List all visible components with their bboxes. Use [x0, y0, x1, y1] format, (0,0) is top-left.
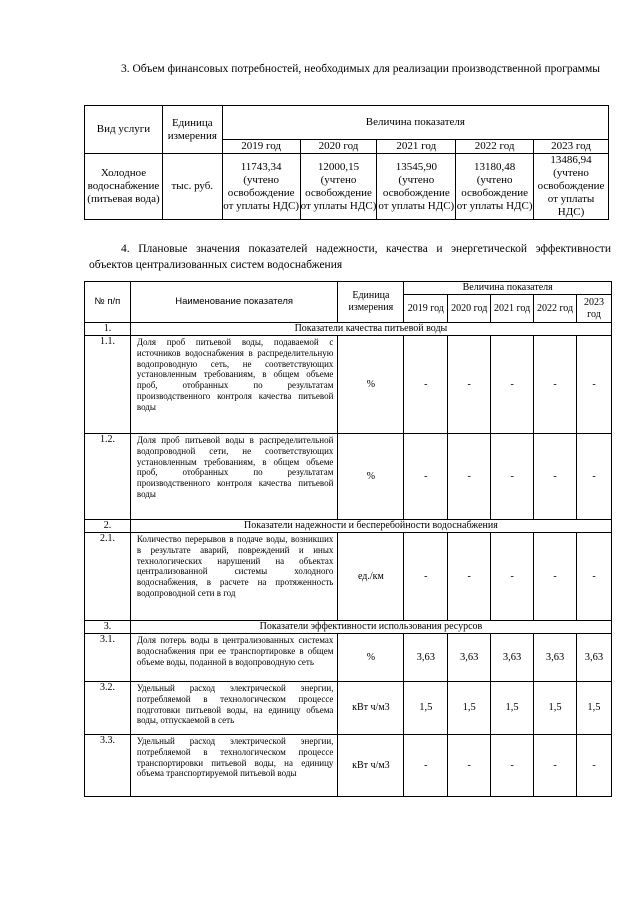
- section-row: [85, 323, 612, 336]
- row-value: -: [404, 533, 448, 621]
- section-row: [85, 520, 612, 533]
- row-num: 3.1.: [85, 634, 131, 682]
- header-unit: Единица измерения: [338, 282, 404, 323]
- row-name: Количество перерывов в подаче воды, возникших в результате аварий, повреждений и иных технологических нарушений на объектах централизованной системы холодного водоснабжения, в расчете на протяженность водопроводной сети в год: [130, 533, 338, 621]
- year-header: 2019 год: [404, 295, 448, 323]
- financial-needs-table: [84, 105, 609, 220]
- row-num: 3.2.: [85, 682, 131, 735]
- header-service: Вид услуги: [85, 106, 163, 154]
- row-name: Удельный расход электрической энергии, потребляемой в технологическом процессе транспортировки питьевой воды, на единицу объема транспортируемой питьевой воды: [130, 735, 338, 797]
- row-value: 3,63: [404, 634, 448, 682]
- year-header: 2023 год: [534, 140, 609, 154]
- row-value: 1,5: [448, 682, 491, 735]
- row-value: -: [448, 735, 491, 797]
- row-value: -: [491, 336, 534, 434]
- row-value: -: [491, 735, 534, 797]
- header-value: Величина показателя: [222, 106, 608, 140]
- value-cell: 13180,48 (учтено освобождение от уплаты НДС): [456, 154, 534, 220]
- year-header: 2022 год: [456, 140, 534, 154]
- section-title: Показатели надежности и бесперебойности водоснабжения: [130, 520, 611, 533]
- row-unit: кВт ч/м3: [338, 682, 404, 735]
- indicators-table: [84, 281, 612, 797]
- row-num: 1.1.: [85, 336, 131, 434]
- row-value: -: [404, 735, 448, 797]
- section-title: Показатели эффективности использования ресурсов: [130, 621, 611, 634]
- table-row: [85, 634, 612, 682]
- row-value: 1,5: [534, 682, 577, 735]
- section-4-number: 4.: [121, 243, 130, 255]
- table-row: [85, 682, 612, 735]
- year-header: 2023 год: [576, 295, 611, 323]
- value-cell: 13486,94 (учтено освобождение от уплаты НДС): [534, 154, 609, 220]
- section-4-text: Плановые значения показателей надежности, качества и энергетической эффективности объектов централизованных систем водоснабжения: [89, 243, 611, 271]
- row-value: -: [534, 735, 577, 797]
- row-unit: ед./км: [338, 533, 404, 621]
- header-unit: Единица измерения: [162, 106, 222, 154]
- row-value: -: [534, 434, 577, 520]
- row-value: 1,5: [404, 682, 448, 735]
- year-header: 2020 год: [300, 140, 377, 154]
- section-3-text: Объем финансовых потребностей, необходимых для реализации производственной программы: [132, 63, 600, 75]
- row-value: 3,63: [534, 634, 577, 682]
- row-value: -: [576, 735, 611, 797]
- row-value: -: [534, 336, 577, 434]
- section-num: 1.: [85, 323, 131, 336]
- row-value: -: [448, 533, 491, 621]
- section-num: 2.: [85, 520, 131, 533]
- row-value: -: [576, 336, 611, 434]
- year-header: 2019 год: [222, 140, 300, 154]
- section-4-heading: [89, 241, 611, 273]
- section-3-heading: [89, 61, 611, 77]
- section-num: 3.: [85, 621, 131, 634]
- year-header: 2020 год: [448, 295, 491, 323]
- value-cell: 11743,34 (учтено освобождение от уплаты НДС): [222, 154, 300, 220]
- row-value: -: [491, 533, 534, 621]
- table-row: [85, 154, 609, 220]
- row-value: -: [491, 434, 534, 520]
- header-value: Величина показателя: [404, 282, 612, 295]
- row-value: 1,5: [491, 682, 534, 735]
- row-unit: кВт ч/м3: [338, 735, 404, 797]
- row-value: -: [448, 336, 491, 434]
- row-name: Доля проб питьевой воды в распределительной водопроводной сети, не соответствующих установленным требованиям, в общем объеме проб, отобранных по результатам производственного контроля качества питьевой воды: [130, 434, 338, 520]
- row-value: 1,5: [576, 682, 611, 735]
- row-value: -: [534, 533, 577, 621]
- row-num: 1.2.: [85, 434, 131, 520]
- row-num: 2.1.: [85, 533, 131, 621]
- row-value: -: [404, 336, 448, 434]
- row-value: 3,63: [491, 634, 534, 682]
- year-header: 2021 год: [377, 140, 456, 154]
- header-num: № п/п: [85, 282, 131, 323]
- table-row: [85, 434, 612, 520]
- row-value: -: [576, 434, 611, 520]
- row-name: Доля потерь воды в централизованных системах водоснабжения при ее транспортировке в общем объеме воды, поданной в водопроводную сеть: [130, 634, 338, 682]
- year-header: 2021 год: [491, 295, 534, 323]
- row-value: -: [448, 434, 491, 520]
- value-cell: 13545,90 (учтено освобождение от уплаты НДС): [377, 154, 456, 220]
- unit-cell: тыс. руб.: [162, 154, 222, 220]
- row-value: 3,63: [448, 634, 491, 682]
- year-header: 2022 год: [534, 295, 577, 323]
- row-name: Доля проб питьевой воды, подаваемой с источников водоснабжения в распределительную водопроводную сеть, не соответствующих установленным требованиям, в общем объеме проб, отобранных по результатам производственного контроля качества питьевой воды: [130, 336, 338, 434]
- row-value: -: [576, 533, 611, 621]
- row-name: Удельный расход электрической энергии, потребляемой в технологическом процессе подготовки питьевой воды, на единицу объема воды, отпускаемой в сеть: [130, 682, 338, 735]
- service-cell: Холодное водоснабжение (питьевая вода): [85, 154, 163, 220]
- value-cell: 12000,15 (учтено освобождение от уплаты НДС): [300, 154, 377, 220]
- section-3-number: 3.: [121, 63, 130, 75]
- row-unit: %: [338, 634, 404, 682]
- row-unit: %: [338, 434, 404, 520]
- row-value: 3,63: [576, 634, 611, 682]
- table-row: [85, 336, 612, 434]
- row-num: 3.3.: [85, 735, 131, 797]
- table-row: [85, 735, 612, 797]
- table-row: [85, 533, 612, 621]
- header-name: Наименование показателя: [130, 282, 338, 323]
- section-title: Показатели качества питьевой воды: [130, 323, 611, 336]
- section-row: [85, 621, 612, 634]
- row-unit: %: [338, 336, 404, 434]
- row-value: -: [404, 434, 448, 520]
